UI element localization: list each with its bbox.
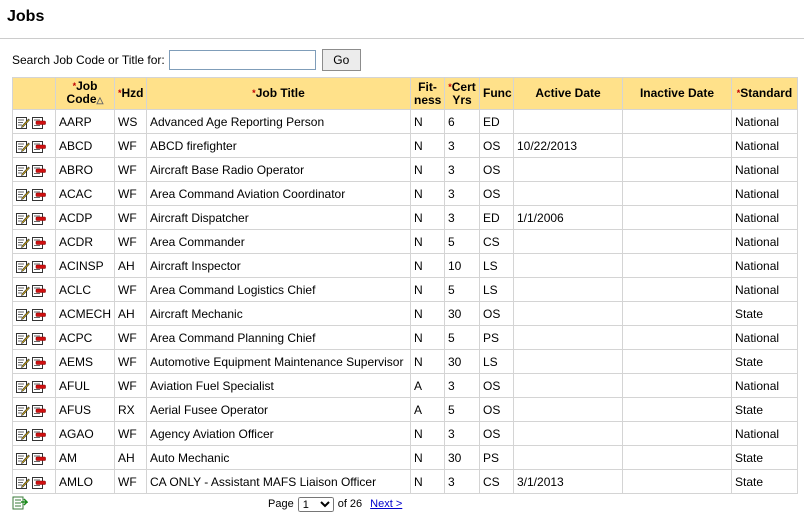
cell-cert: 10 <box>445 254 480 278</box>
header-label: ness <box>414 92 442 107</box>
cell-active: 3/1/2013 <box>514 470 623 494</box>
table-row <box>13 278 798 302</box>
cell-inactive <box>623 446 732 470</box>
cell-title: Automotive Equipment Maintenance Supervisor <box>147 350 411 374</box>
row-actions <box>13 374 56 398</box>
cell-inactive <box>623 110 732 134</box>
cell-active <box>514 398 623 422</box>
table-row <box>13 230 798 254</box>
cell-code: ACDR <box>56 230 115 254</box>
table-row <box>13 374 798 398</box>
cell-inactive <box>623 254 732 278</box>
page-title: Jobs <box>7 8 45 25</box>
edit-icon[interactable] <box>16 284 30 297</box>
cell-active <box>514 446 623 470</box>
header-active-date[interactable] <box>514 78 623 110</box>
cell-cert: 30 <box>445 302 480 326</box>
pager-controls <box>268 496 402 512</box>
cell-title: CA ONLY - Assistant MAFS Liaison Officer <box>147 470 411 494</box>
cell-inactive <box>623 182 732 206</box>
cell-func: OS <box>480 374 514 398</box>
table-row <box>13 446 798 470</box>
delete-icon[interactable] <box>32 236 46 249</box>
edit-icon[interactable] <box>16 308 30 321</box>
delete-icon[interactable] <box>32 428 46 441</box>
cell-title: Agency Aviation Officer <box>147 422 411 446</box>
edit-icon[interactable] <box>16 236 30 249</box>
cell-hzd: WF <box>115 422 147 446</box>
cell-cert: 5 <box>445 326 480 350</box>
cell-inactive <box>623 302 732 326</box>
cell-active <box>514 110 623 134</box>
row-actions <box>13 398 56 422</box>
cell-func: LS <box>480 278 514 302</box>
cell-code: AFUL <box>56 374 115 398</box>
cell-standard: State <box>732 446 798 470</box>
cell-fitness: N <box>411 350 445 374</box>
edit-icon[interactable] <box>16 116 30 129</box>
cell-fitness: N <box>411 158 445 182</box>
cell-func: OS <box>480 182 514 206</box>
required-marker: * <box>736 88 741 98</box>
cell-cert: 3 <box>445 182 480 206</box>
table-row <box>13 470 798 494</box>
cell-title: Auto Mechanic <box>147 446 411 470</box>
edit-icon[interactable] <box>16 380 30 393</box>
table-row <box>13 422 798 446</box>
required-marker: * <box>448 81 452 92</box>
table-row <box>13 158 798 182</box>
cell-active <box>514 158 623 182</box>
table-row <box>13 350 798 374</box>
cell-standard: National <box>732 326 798 350</box>
cell-func: OS <box>480 134 514 158</box>
row-actions <box>13 206 56 230</box>
cell-hzd: AH <box>115 302 147 326</box>
page-count: of 26 <box>337 498 363 510</box>
cell-func: CS <box>480 230 514 254</box>
search-label: Search Job Code or Title for: <box>12 53 165 67</box>
cell-cert: 3 <box>445 374 480 398</box>
row-actions <box>13 134 56 158</box>
cell-code: AGAO <box>56 422 115 446</box>
search-bar <box>12 49 361 71</box>
table-header-row <box>13 78 798 110</box>
go-button[interactable]: Go <box>322 49 361 71</box>
cell-func: ED <box>480 206 514 230</box>
cell-inactive <box>623 278 732 302</box>
table-row <box>13 110 798 134</box>
delete-icon[interactable] <box>32 164 46 177</box>
cell-func: OS <box>480 302 514 326</box>
cell-inactive <box>623 206 732 230</box>
table-row <box>13 182 798 206</box>
table-row <box>13 398 798 422</box>
cell-hzd: WF <box>115 326 147 350</box>
row-actions <box>13 254 56 278</box>
edit-icon[interactable] <box>16 476 30 489</box>
cell-title: Area Commander <box>147 230 411 254</box>
cell-code: ACDP <box>56 206 115 230</box>
title-divider <box>0 38 804 39</box>
cell-code: ACLC <box>56 278 115 302</box>
header-actions <box>13 78 56 110</box>
cell-active <box>514 230 623 254</box>
cell-active: 1/1/2006 <box>514 206 623 230</box>
cell-inactive <box>623 134 732 158</box>
edit-icon[interactable] <box>16 356 30 369</box>
cell-hzd: WF <box>115 158 147 182</box>
cell-standard: National <box>732 422 798 446</box>
cell-standard: State <box>732 302 798 326</box>
cell-hzd: WF <box>115 374 147 398</box>
cell-hzd: WF <box>115 278 147 302</box>
cell-inactive <box>623 350 732 374</box>
table-row <box>13 134 798 158</box>
cell-standard: National <box>732 230 798 254</box>
header-job-title[interactable] <box>147 78 411 110</box>
cell-cert: 30 <box>445 350 480 374</box>
edit-icon[interactable] <box>16 404 30 417</box>
cell-code: ACMECH <box>56 302 115 326</box>
cell-inactive <box>623 158 732 182</box>
edit-icon[interactable] <box>16 164 30 177</box>
header-label: Yrs <box>452 92 472 107</box>
delete-icon[interactable] <box>32 452 46 465</box>
cell-code: AARP <box>56 110 115 134</box>
cell-fitness: N <box>411 110 445 134</box>
row-actions <box>13 302 56 326</box>
row-actions <box>13 110 56 134</box>
header-inactive-date[interactable] <box>623 78 732 110</box>
delete-icon[interactable] <box>32 380 46 393</box>
edit-icon[interactable] <box>16 332 30 345</box>
header-function[interactable] <box>480 78 514 110</box>
edit-icon[interactable] <box>16 140 30 153</box>
cell-hzd: WF <box>115 182 147 206</box>
row-actions <box>13 326 56 350</box>
cell-standard: National <box>732 374 798 398</box>
header-fitness[interactable] <box>411 78 445 110</box>
cell-code: ACPC <box>56 326 115 350</box>
cell-func: OS <box>480 158 514 182</box>
delete-icon[interactable] <box>32 404 46 417</box>
cell-hzd: WF <box>115 350 147 374</box>
row-actions <box>13 158 56 182</box>
cell-fitness: N <box>411 422 445 446</box>
cell-standard: National <box>732 254 798 278</box>
header-label: Cert <box>451 79 476 94</box>
cell-cert: 5 <box>445 398 480 422</box>
cell-inactive <box>623 422 732 446</box>
header-label: Code <box>66 92 97 106</box>
sort-ascending-icon: △ <box>96 95 104 105</box>
cell-fitness: N <box>411 182 445 206</box>
row-actions <box>13 422 56 446</box>
cell-code: ABRO <box>56 158 115 182</box>
delete-icon[interactable] <box>32 188 46 201</box>
cell-fitness: N <box>411 446 445 470</box>
cell-standard: National <box>732 206 798 230</box>
required-marker: * <box>72 81 77 91</box>
delete-icon[interactable] <box>32 260 46 273</box>
row-actions <box>13 350 56 374</box>
header-standard[interactable] <box>732 78 798 110</box>
cell-active <box>514 374 623 398</box>
table-row <box>13 206 798 230</box>
header-label: Job Title <box>255 86 305 100</box>
delete-icon[interactable] <box>32 476 46 489</box>
search-input[interactable] <box>169 50 316 70</box>
cell-standard: National <box>732 110 798 134</box>
cell-title: Aviation Fuel Specialist <box>147 374 411 398</box>
export-icon[interactable] <box>12 496 28 513</box>
cell-active <box>514 302 623 326</box>
header-label: Inactive Date <box>639 86 715 100</box>
header-label: Hzd <box>121 86 144 100</box>
pager <box>0 496 804 512</box>
delete-icon[interactable] <box>32 308 46 321</box>
cell-hzd: AH <box>115 446 147 470</box>
cell-cert: 3 <box>445 206 480 230</box>
cell-standard: State <box>732 350 798 374</box>
cell-title: Aircraft Inspector <box>147 254 411 278</box>
cell-func: LS <box>480 254 514 278</box>
cell-fitness: N <box>411 230 445 254</box>
cell-hzd: WF <box>115 134 147 158</box>
delete-icon[interactable] <box>32 116 46 129</box>
cell-active <box>514 182 623 206</box>
cell-title: Aircraft Mechanic <box>147 302 411 326</box>
delete-icon[interactable] <box>32 140 46 153</box>
cell-cert: 30 <box>445 446 480 470</box>
cell-code: AM <box>56 446 115 470</box>
row-actions <box>13 446 56 470</box>
cell-inactive <box>623 230 732 254</box>
cell-active: 10/22/2013 <box>514 134 623 158</box>
page-label: Page <box>268 498 294 510</box>
cell-active <box>514 350 623 374</box>
cell-func: PS <box>480 446 514 470</box>
cell-func: LS <box>480 350 514 374</box>
cell-standard: State <box>732 470 798 494</box>
header-hazard[interactable] <box>115 78 147 110</box>
header-label: Active Date <box>535 86 601 100</box>
edit-icon[interactable] <box>16 260 30 273</box>
jobs-table-body <box>13 110 798 494</box>
table-row <box>13 254 798 278</box>
cell-hzd: RX <box>115 398 147 422</box>
cell-code: AMLO <box>56 470 115 494</box>
cell-standard: State <box>732 398 798 422</box>
cell-cert: 3 <box>445 422 480 446</box>
cell-cert: 3 <box>445 158 480 182</box>
delete-icon[interactable] <box>32 284 46 297</box>
table-row <box>13 302 798 326</box>
edit-icon[interactable] <box>16 188 30 201</box>
required-marker: * <box>252 88 256 98</box>
cell-standard: National <box>732 158 798 182</box>
cell-fitness: N <box>411 134 445 158</box>
cell-func: CS <box>480 470 514 494</box>
cell-func: OS <box>480 422 514 446</box>
cell-title: ABCD firefighter <box>147 134 411 158</box>
cell-hzd: AH <box>115 254 147 278</box>
cell-code: AFUS <box>56 398 115 422</box>
cell-standard: National <box>732 278 798 302</box>
cell-fitness: N <box>411 278 445 302</box>
cell-hzd: WF <box>115 206 147 230</box>
jobs-table <box>12 77 798 494</box>
cell-cert: 6 <box>445 110 480 134</box>
cell-title: Area Command Logistics Chief <box>147 278 411 302</box>
cell-title: Advanced Age Reporting Person <box>147 110 411 134</box>
cell-cert: 3 <box>445 470 480 494</box>
cell-cert: 5 <box>445 230 480 254</box>
cell-title: Area Command Planning Chief <box>147 326 411 350</box>
cell-code: ABCD <box>56 134 115 158</box>
cell-fitness: N <box>411 254 445 278</box>
cell-active <box>514 326 623 350</box>
cell-fitness: N <box>411 302 445 326</box>
header-job-code[interactable] <box>56 78 115 110</box>
row-actions <box>13 230 56 254</box>
cell-active <box>514 278 623 302</box>
header-label: Func <box>483 86 512 100</box>
cell-inactive <box>623 374 732 398</box>
header-label: Job <box>76 79 98 93</box>
delete-icon[interactable] <box>32 332 46 345</box>
cell-cert: 3 <box>445 134 480 158</box>
table-row <box>13 326 798 350</box>
delete-icon[interactable] <box>32 356 46 369</box>
cell-inactive <box>623 326 732 350</box>
cell-hzd: WS <box>115 110 147 134</box>
header-label: Standard <box>740 86 793 100</box>
header-cert-years[interactable] <box>445 78 480 110</box>
cell-fitness: A <box>411 374 445 398</box>
edit-icon[interactable] <box>16 212 30 225</box>
cell-code: AEMS <box>56 350 115 374</box>
cell-inactive <box>623 398 732 422</box>
row-actions <box>13 182 56 206</box>
cell-active <box>514 254 623 278</box>
cell-fitness: N <box>411 326 445 350</box>
cell-title: Area Command Aviation Coordinator <box>147 182 411 206</box>
cell-active <box>514 422 623 446</box>
cell-hzd: WF <box>115 230 147 254</box>
cell-title: Aircraft Base Radio Operator <box>147 158 411 182</box>
cell-fitness: N <box>411 206 445 230</box>
cell-code: ACINSP <box>56 254 115 278</box>
cell-func: PS <box>480 326 514 350</box>
required-marker: * <box>118 88 122 98</box>
cell-standard: National <box>732 134 798 158</box>
cell-fitness: N <box>411 470 445 494</box>
row-actions <box>13 278 56 302</box>
row-actions <box>13 470 56 494</box>
edit-icon[interactable] <box>16 452 30 465</box>
cell-hzd: WF <box>115 470 147 494</box>
cell-title: Aircraft Dispatcher <box>147 206 411 230</box>
cell-cert: 5 <box>445 278 480 302</box>
cell-func: ED <box>480 110 514 134</box>
cell-code: ACAC <box>56 182 115 206</box>
cell-title: Aerial Fusee Operator <box>147 398 411 422</box>
delete-icon[interactable] <box>32 212 46 225</box>
cell-standard: National <box>732 182 798 206</box>
cell-fitness: A <box>411 398 445 422</box>
next-page-link[interactable]: Next > <box>370 498 403 510</box>
cell-func: OS <box>480 398 514 422</box>
edit-icon[interactable] <box>16 428 30 441</box>
cell-inactive <box>623 470 732 494</box>
header-label: Fit- <box>418 79 437 94</box>
page-select[interactable] <box>298 497 334 512</box>
